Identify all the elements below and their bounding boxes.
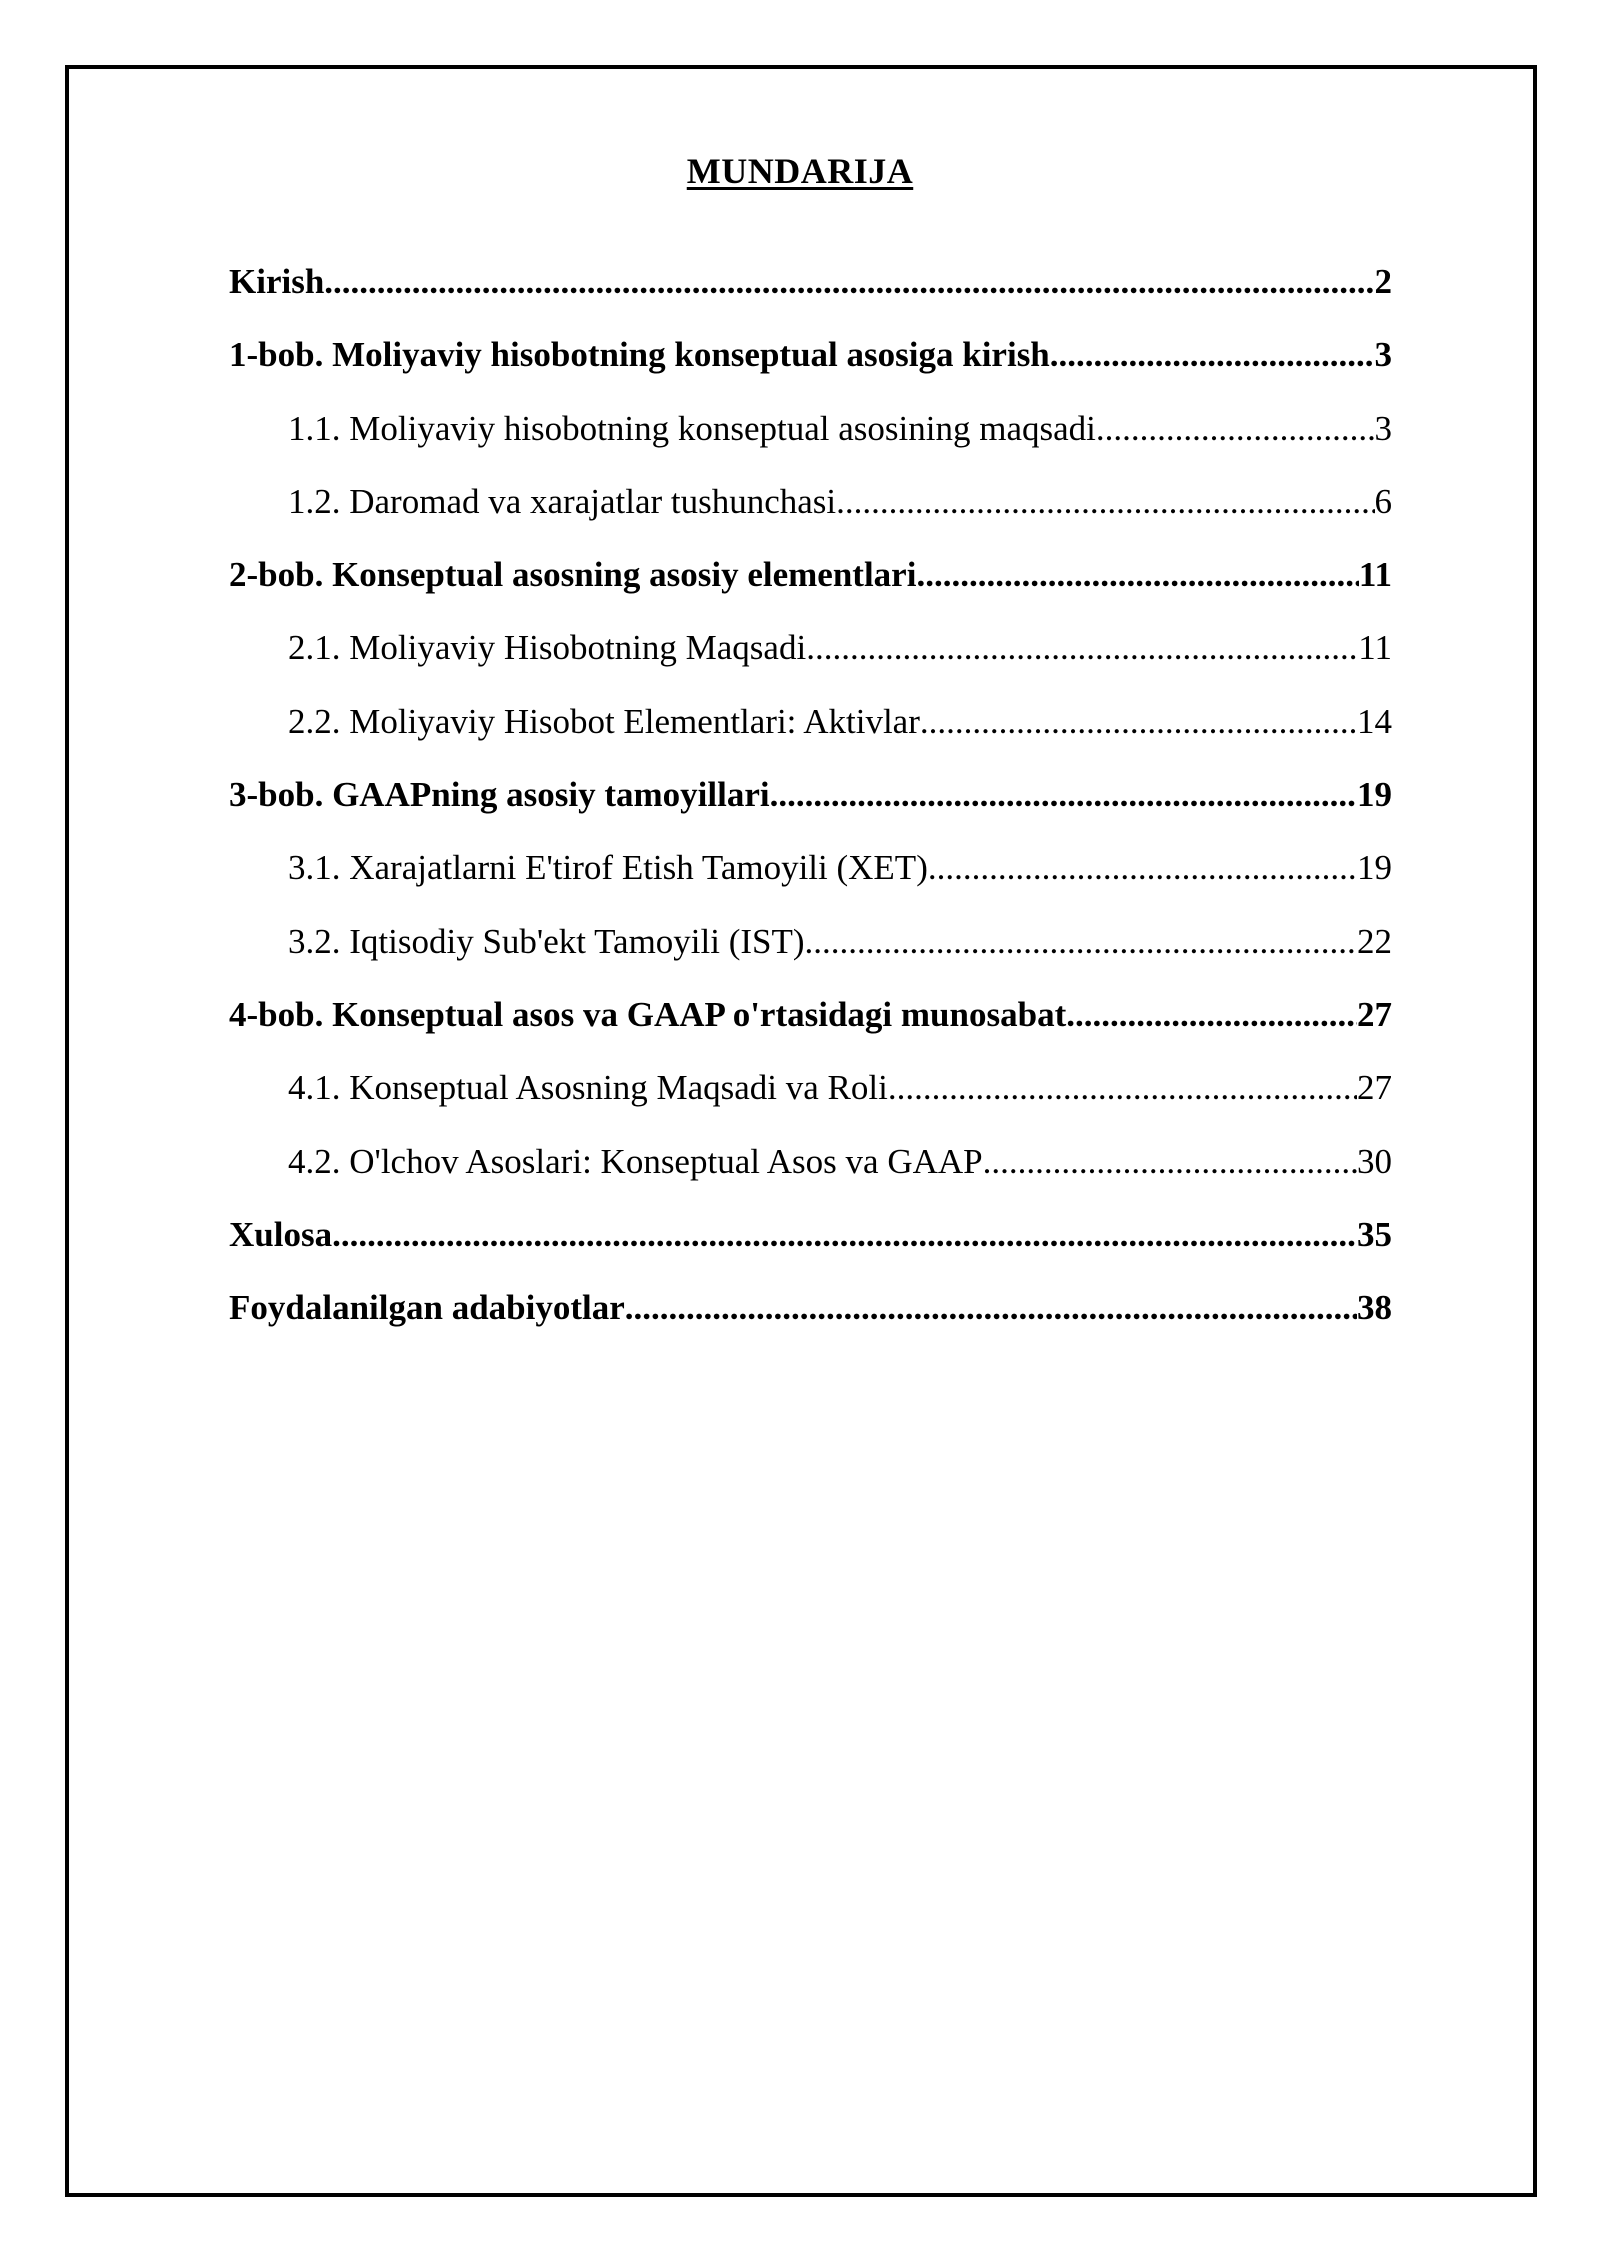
toc-entry-chapter-1[interactable] [229,335,1392,408]
toc-entry-label: Kirish [229,262,325,301]
toc-entry-page: 19 [1357,775,1392,815]
toc-entry-label: 3.2. Iqtisodiy Sub'ekt Tamoyili (IST) [288,921,805,961]
toc-entry-page: 3 [1374,408,1392,448]
toc-entry-section-3-2[interactable] [229,922,1392,995]
toc-entry-label: Xulosa [229,1214,333,1254]
toc-entry-page: 22 [1357,921,1392,961]
toc-entry-page: 27 [1357,1068,1392,1108]
dot-leader [332,1215,1357,1255]
dot-leader [836,482,1374,522]
toc-entry-page: 2 [1374,262,1392,301]
toc-entry-page: 30 [1357,1141,1392,1181]
toc-entry-page: 19 [1357,848,1392,888]
toc-entry-label: 2-bob. Konseptual asosning asosiy elementlari [229,555,917,595]
toc-entry-label: 2.1. Moliyaviy Hisobotning Maqsadi [288,628,807,668]
toc-entry-label: 4-bob. Konseptual asos va GAAP o'rtasidagi munosabat [229,994,1067,1034]
dot-leader [1066,995,1357,1035]
toc-entry-page: 38 [1357,1288,1392,1328]
toc-entry-page: 14 [1357,701,1392,741]
dot-leader [916,555,1358,595]
dot-leader [888,1068,1357,1108]
dot-leader [920,702,1357,742]
toc-entry-section-1-2[interactable] [229,482,1392,555]
dot-leader [806,628,1358,668]
toc-entry-kirish[interactable] [229,262,1392,335]
toc-entry-label: 3.1. Xarajatlarni E'tirof Etish Tamoyili (XET) [288,848,928,888]
toc-entry-label: 4.1. Konseptual Asosning Maqsadi va Roli [288,1068,888,1108]
dot-leader [983,1142,1357,1182]
toc-entry-label: 1.2. Daromad va xarajatlar tushunchasi [288,481,837,521]
toc-entry-chapter-4[interactable] [229,995,1392,1068]
toc-entry-label: 2.2. Moliyaviy Hisobot Elementlari: Aktivlar [288,701,920,741]
toc-entry-page: 11 [1358,555,1392,595]
toc-entry-section-1-1[interactable] [229,409,1392,482]
toc-entry-page: 3 [1374,335,1392,375]
toc-entry-label: 1.1. Moliyaviy hisobotning konseptual asosining maqsadi [288,408,1096,448]
toc-entry-section-4-2[interactable] [229,1142,1392,1215]
toc-entry-label: 3-bob. GAAPning asosiy tamoyillari [229,775,770,815]
dot-leader [770,775,1357,815]
dot-leader [1096,409,1375,449]
toc-entry-section-3-1[interactable] [229,848,1392,921]
toc-entry-label: 1-bob. Moliyaviy hisobotning konseptual asosiga kirish [229,335,1050,375]
toc-entry-references[interactable] [229,1288,1392,1361]
toc-entry-xulosa[interactable] [229,1215,1392,1288]
toc-entry-page: 11 [1358,628,1392,668]
table-of-contents [229,262,1392,1361]
toc-entry-chapter-2[interactable] [229,555,1392,628]
toc-entry-page: 6 [1374,481,1392,521]
dot-leader [625,1288,1357,1328]
toc-entry-label: 4.2. O'lchov Asoslari: Konseptual Asos va GAAP [288,1141,983,1181]
toc-entry-chapter-3[interactable] [229,775,1392,848]
dot-leader [1050,335,1375,375]
toc-entry-page: 27 [1357,994,1392,1034]
toc-entry-label: Foydalanilgan adabiyotlar [229,1288,625,1328]
dot-leader [928,848,1357,888]
toc-entry-page: 35 [1357,1214,1392,1254]
toc-entry-section-4-1[interactable] [229,1068,1392,1141]
dot-leader [805,922,1357,962]
toc-entry-section-2-2[interactable] [229,702,1392,775]
toc-title: MUNDARIJA [686,151,914,191]
dot-leader [324,262,1374,302]
toc-entry-section-2-1[interactable] [229,628,1392,701]
